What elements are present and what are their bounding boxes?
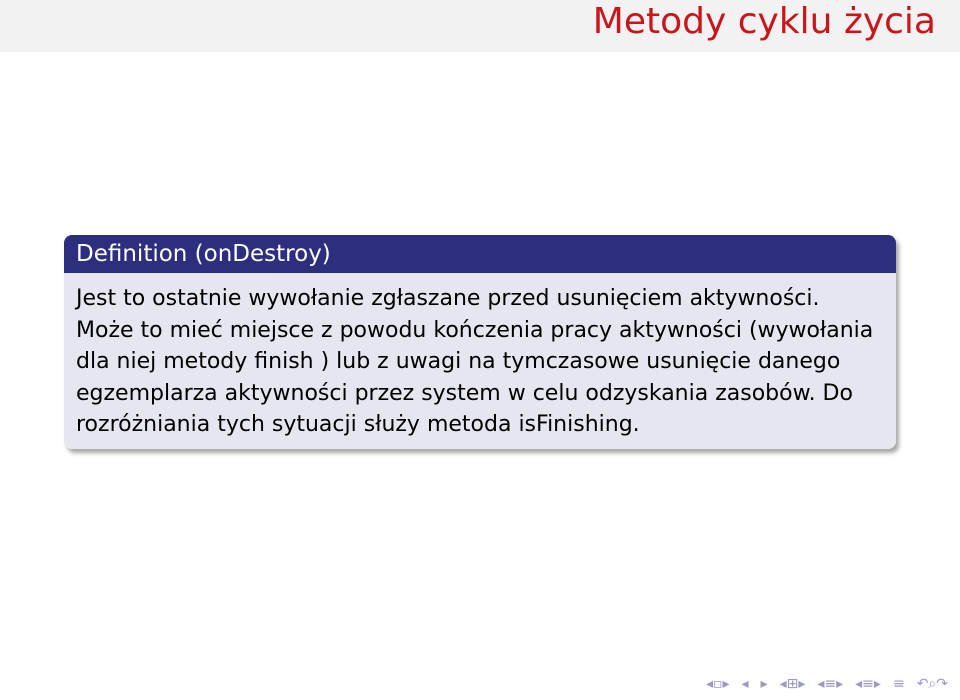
title-bar	[0, 0, 960, 52]
nav-prev-frame-icon[interactable]: ◂	[741, 676, 749, 692]
nav-next-frame-icon[interactable]: ▸	[760, 676, 768, 692]
definition-block-body	[64, 273, 896, 449]
nav-prev-subsection-icon[interactable]: ◂⊞▸	[779, 676, 806, 692]
nav-appendix-icon[interactable]: ≡	[892, 676, 905, 692]
beamer-navigation	[706, 676, 948, 692]
definition-block-header	[64, 235, 896, 273]
definition-block-title: Definition (onDestroy)	[76, 241, 331, 267]
nav-next-section-icon[interactable]: ◂≡▸	[855, 676, 881, 692]
definition-text: Jest to ostatnie wywołanie zgłaszane przed usunięciem aktywności. Może to mieć miejsce z powodu kończenia pracy aktywności (wywołania dla niej metody finish ) lub z uwagi na tymczasowe usunięcie danego egzemplarza aktywności przez system w celu odzyskania zasobów. Do rozróżniania tych sytuacji służy metoda isFinishing.	[76, 286, 874, 437]
definition-block	[64, 235, 896, 449]
nav-search-icon[interactable]: ↶⌕↷	[916, 676, 948, 692]
nav-prev-section-icon[interactable]: ◂≡▸	[817, 676, 844, 692]
frame-title: Metody cyklu życia	[592, 1, 936, 42]
nav-first-frame-icon[interactable]: ◂▫▸	[705, 676, 730, 692]
